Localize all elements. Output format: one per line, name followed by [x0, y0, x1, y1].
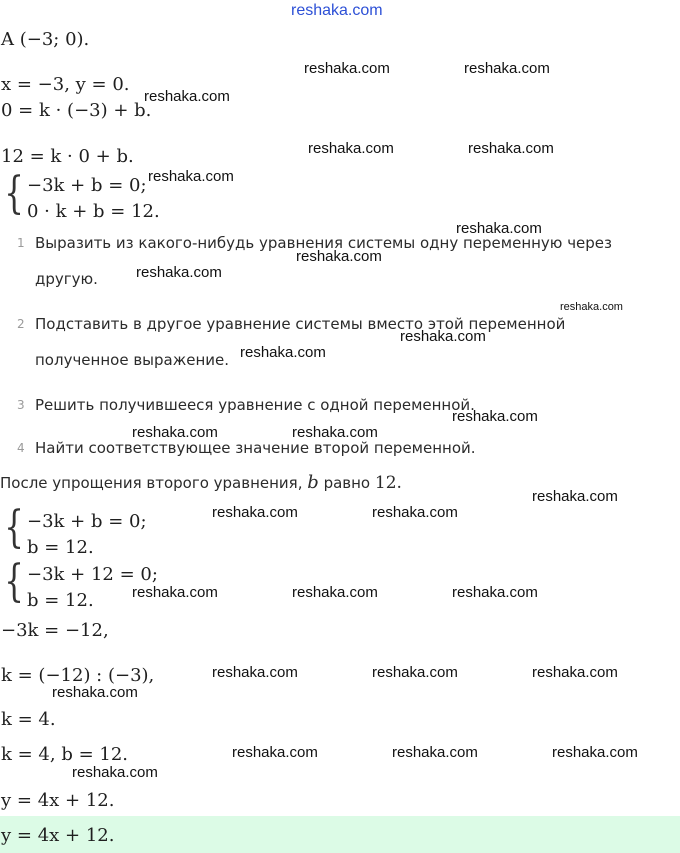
watermark: reshaka.com: [464, 60, 550, 77]
simplification-note: [0, 472, 402, 494]
system-3-line-2: b = 12.: [27, 590, 94, 611]
step-number: 2: [17, 317, 25, 331]
watermark: reshaka.com: [136, 264, 222, 281]
result-line-5: y = 4x + 12.: [1, 790, 115, 811]
watermark: reshaka.com: [232, 744, 318, 761]
note-value: 12.: [374, 473, 402, 493]
step-number: 3: [17, 398, 25, 412]
note-variable: b: [307, 472, 319, 493]
system-1-line-2: 0 · k + b = 12.: [27, 201, 160, 222]
watermark: reshaka.com: [452, 408, 538, 425]
watermark: reshaka.com: [212, 664, 298, 681]
watermark: reshaka.com: [296, 248, 382, 265]
point-a: A (−3; 0).: [1, 29, 90, 50]
system-3-line-1: −3k + 12 = 0;: [27, 564, 158, 585]
watermark: reshaka.com: [400, 328, 486, 345]
watermark: reshaka.com: [52, 684, 138, 701]
watermark: reshaka.com: [552, 744, 638, 761]
result-line-4: k = 4, b = 12.: [1, 744, 129, 765]
watermark: reshaka.com: [532, 488, 618, 505]
step-text: Решить получившееся уравнение с одной переменной.: [35, 396, 475, 414]
site-watermark-top[interactable]: reshaka.com: [291, 2, 383, 19]
result-line-1: −3k = −12,: [1, 620, 109, 641]
equation-2: 12 = k · 0 + b.: [1, 146, 134, 167]
watermark: reshaka.com: [148, 168, 234, 185]
result-line-2: k = (−12) : (−3),: [1, 665, 155, 686]
step-text: другую.: [35, 270, 98, 288]
watermark: reshaka.com: [292, 424, 378, 441]
system-brace: {: [4, 168, 24, 219]
watermark: reshaka.com: [372, 664, 458, 681]
step-text: полученное выражение.: [35, 351, 230, 369]
watermark: reshaka.com: [292, 584, 378, 601]
system-1-line-1: −3k + b = 0;: [27, 175, 147, 196]
result-line-3: k = 4.: [1, 709, 56, 730]
substitution-line: x = −3, y = 0.: [1, 74, 130, 95]
note-mid: равно: [323, 474, 371, 492]
watermark: reshaka.com: [392, 744, 478, 761]
watermark: reshaka.com: [308, 140, 394, 157]
watermark: reshaka.com: [132, 584, 218, 601]
watermark: reshaka.com: [452, 584, 538, 601]
watermark: reshaka.com: [468, 140, 554, 157]
system-2-line-2: b = 12.: [27, 537, 94, 558]
note-prefix: После упрощения второго уравнения,: [0, 474, 303, 492]
watermark: reshaka.com: [304, 60, 390, 77]
system-brace: {: [4, 502, 24, 553]
step-number: 4: [17, 441, 25, 455]
watermark: reshaka.com: [456, 220, 542, 237]
watermark: reshaka.com: [132, 424, 218, 441]
answer-text: y = 4x + 12.: [1, 825, 115, 846]
watermark-small: reshaka.com: [560, 301, 623, 313]
watermark: reshaka.com: [372, 504, 458, 521]
equation-1: 0 = k · (−3) + b.: [1, 100, 152, 121]
watermark: reshaka.com: [532, 664, 618, 681]
system-2-line-1: −3k + b = 0;: [27, 511, 147, 532]
step-text: Выразить из какого-нибудь уравнения системы одну переменную через: [35, 234, 613, 252]
watermark: reshaka.com: [212, 504, 298, 521]
step-text: Подставить в другое уравнение системы вместо этой переменной: [35, 315, 566, 333]
watermark: reshaka.com: [144, 88, 230, 105]
watermark: reshaka.com: [240, 344, 326, 361]
watermark: reshaka.com: [72, 764, 158, 781]
step-text: Найти соответствующее значение второй переменной.: [35, 439, 476, 457]
step-number: 1: [17, 236, 25, 250]
system-brace: {: [4, 556, 24, 607]
